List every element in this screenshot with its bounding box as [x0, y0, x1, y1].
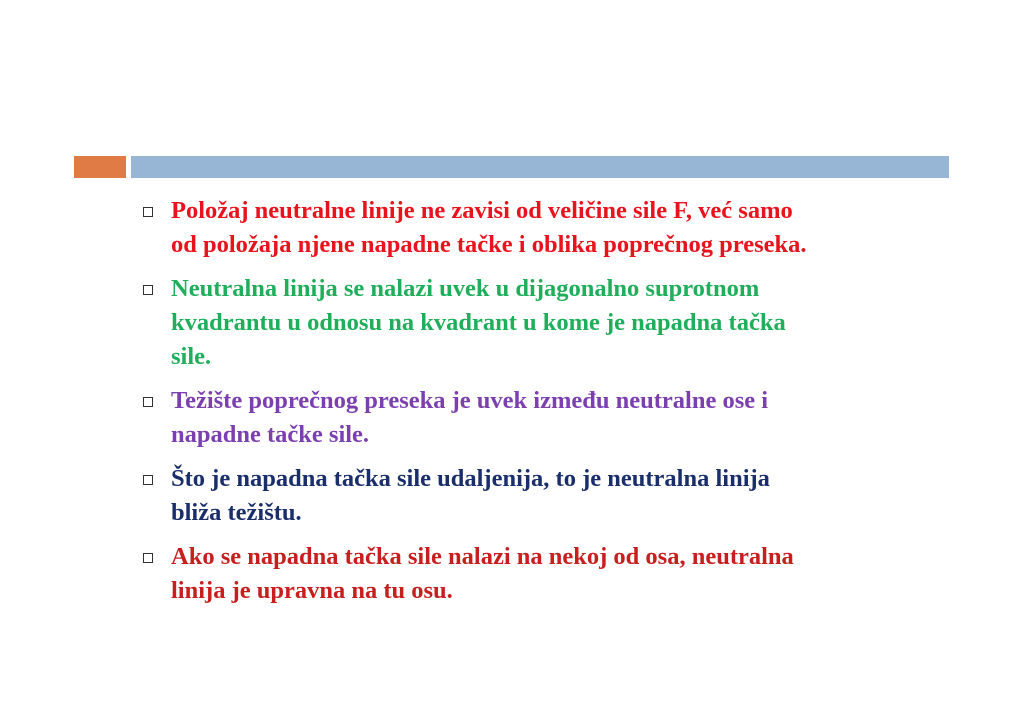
bullet-item	[143, 194, 943, 262]
bullet-text: Što je napadna tačka sile udaljenija, to je neutralna linija bliža težištu.	[171, 465, 770, 526]
bullet-item	[143, 462, 943, 530]
header-accent-blue	[131, 156, 949, 178]
bullet-text: Ako se napadna tačka sile nalazi na nekoj od osa, neutralna linija je upravna na tu osu.	[171, 543, 794, 604]
bullet-text: Položaj neutralne linije ne zavisi od veličine sile F, već samo od položaja njene napadne tačke i oblika poprečnog preseka.	[171, 197, 807, 258]
square-bullet-icon	[143, 397, 153, 407]
bullet-item	[143, 384, 943, 452]
bullet-item	[143, 540, 943, 608]
square-bullet-icon	[143, 475, 153, 485]
header-accent-orange	[74, 156, 126, 178]
bullet-list	[143, 194, 943, 618]
square-bullet-icon	[143, 207, 153, 217]
bullet-item	[143, 272, 943, 374]
square-bullet-icon	[143, 553, 153, 563]
square-bullet-icon	[143, 285, 153, 295]
bullet-text: Težište poprečnog preseka je uvek između neutralne ose i napadne tačke sile.	[171, 387, 769, 448]
bullet-text: Neutralna linija se nalazi uvek u dijagonalno suprotnom kvadrantu u odnosu na kvadrant u kome je napadna tačka sile.	[171, 275, 786, 370]
